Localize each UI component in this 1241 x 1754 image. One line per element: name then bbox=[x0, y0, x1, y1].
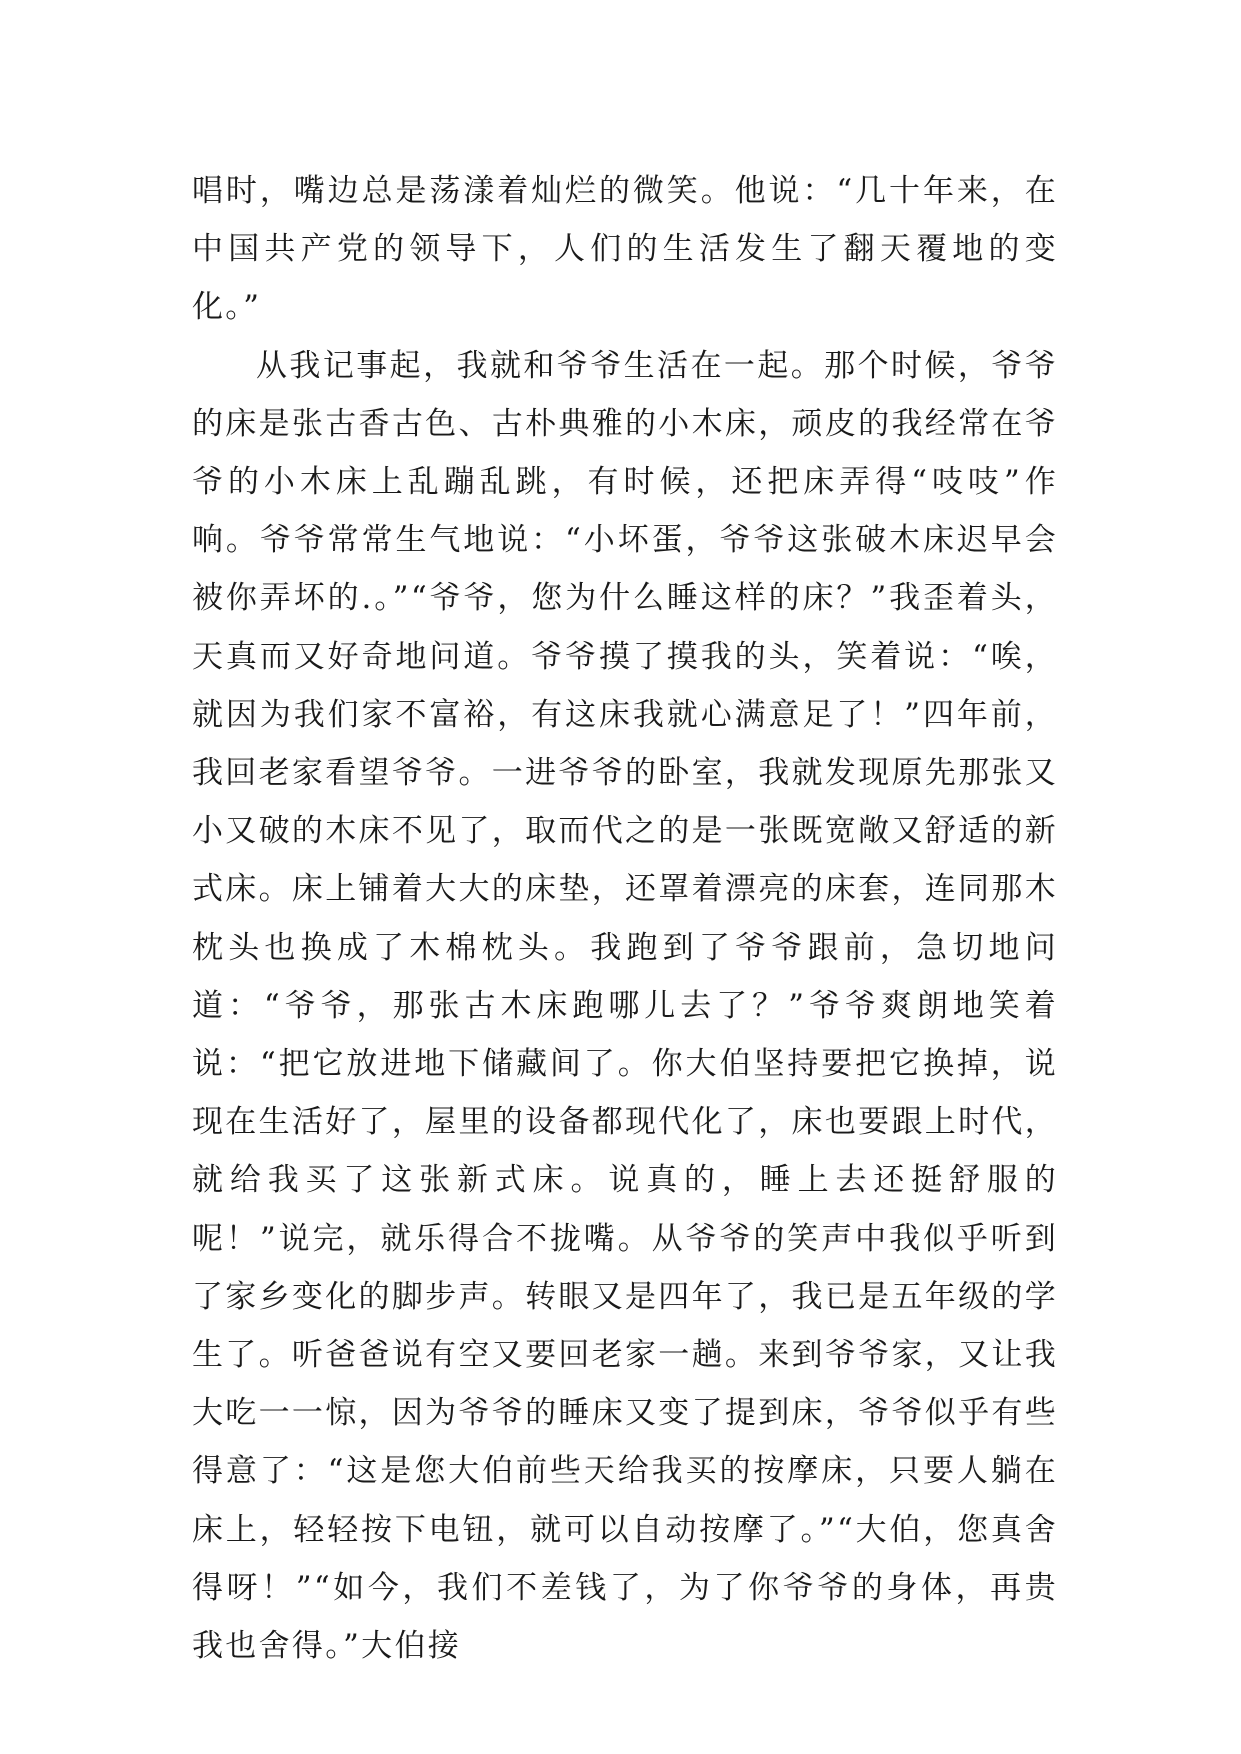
paragraph-grandpa-bed: 从我记事起，我就和爷爷生活在一起。那个时候，爷爷的床是张古香古色、古朴典雅的小木床，顽皮的我经常在爷爷的小木床上乱蹦乱跳，有时候，还把床弄得“吱吱”作响。爷爷常常生气地说：“小坏蛋，爷爷这张破木床迟早会被你弄坏的.。”“爷爷，您为什么睡这样的床？”我歪着头，天真而又好奇地问道。爷爷摸了摸我的头，笑着说：“唉，就因为我们家不富裕，有这床我就心满意足了！”四年前，我回老家看望爷爷。一进爷爷的卧室，我就发现原先那张又小又破的木床不见了，取而代之的是一张既宽敞又舒适的新式床。床上铺着大大的床垫，还罩着漂亮的床套，连同那木枕头也换成了木棉枕头。我跑到了爷爷跟前，急切地问道：“爷爷，那张古木床跑哪儿去了？”爷爷爽朗地笑着说：“把它放进地下储藏间了。你大伯坚持要把它换掉，说现在生活好了，屋里的设备都现代化了，床也要跟上时代，就给我买了这张新式床。说真的，睡上去还挺舒服的呢！”说完，就乐得合不拢嘴。从爷爷的笑声中我似乎听到了家乡变化的脚步声。转眼又是四年了，我已是五年级的学生了。听爸爸说有空又要回老家一趟。来到爷爷家，又让我大吃一一惊，因为爷爷的睡床又变了提到床，爷爷似乎有些得意了：“这是您大伯前些天给我买的按摩床，只要人躺在床上，轻轻按下电钮，就可以自动按摩了。”“大伯，您真舍得呀！”“如今，我们不差钱了，为了你爷爷的身体，再贵我也舍得。”大伯接 bbox=[192, 347, 1058, 1665]
paragraph-continuation: 唱时，嘴边总是荡漾着灿烂的微笑。他说：“几十年来，在中国共产党的领导下，人们的生活发生了翻天覆地的变化。” bbox=[192, 173, 1058, 326]
body-text bbox=[192, 162, 1058, 1675]
